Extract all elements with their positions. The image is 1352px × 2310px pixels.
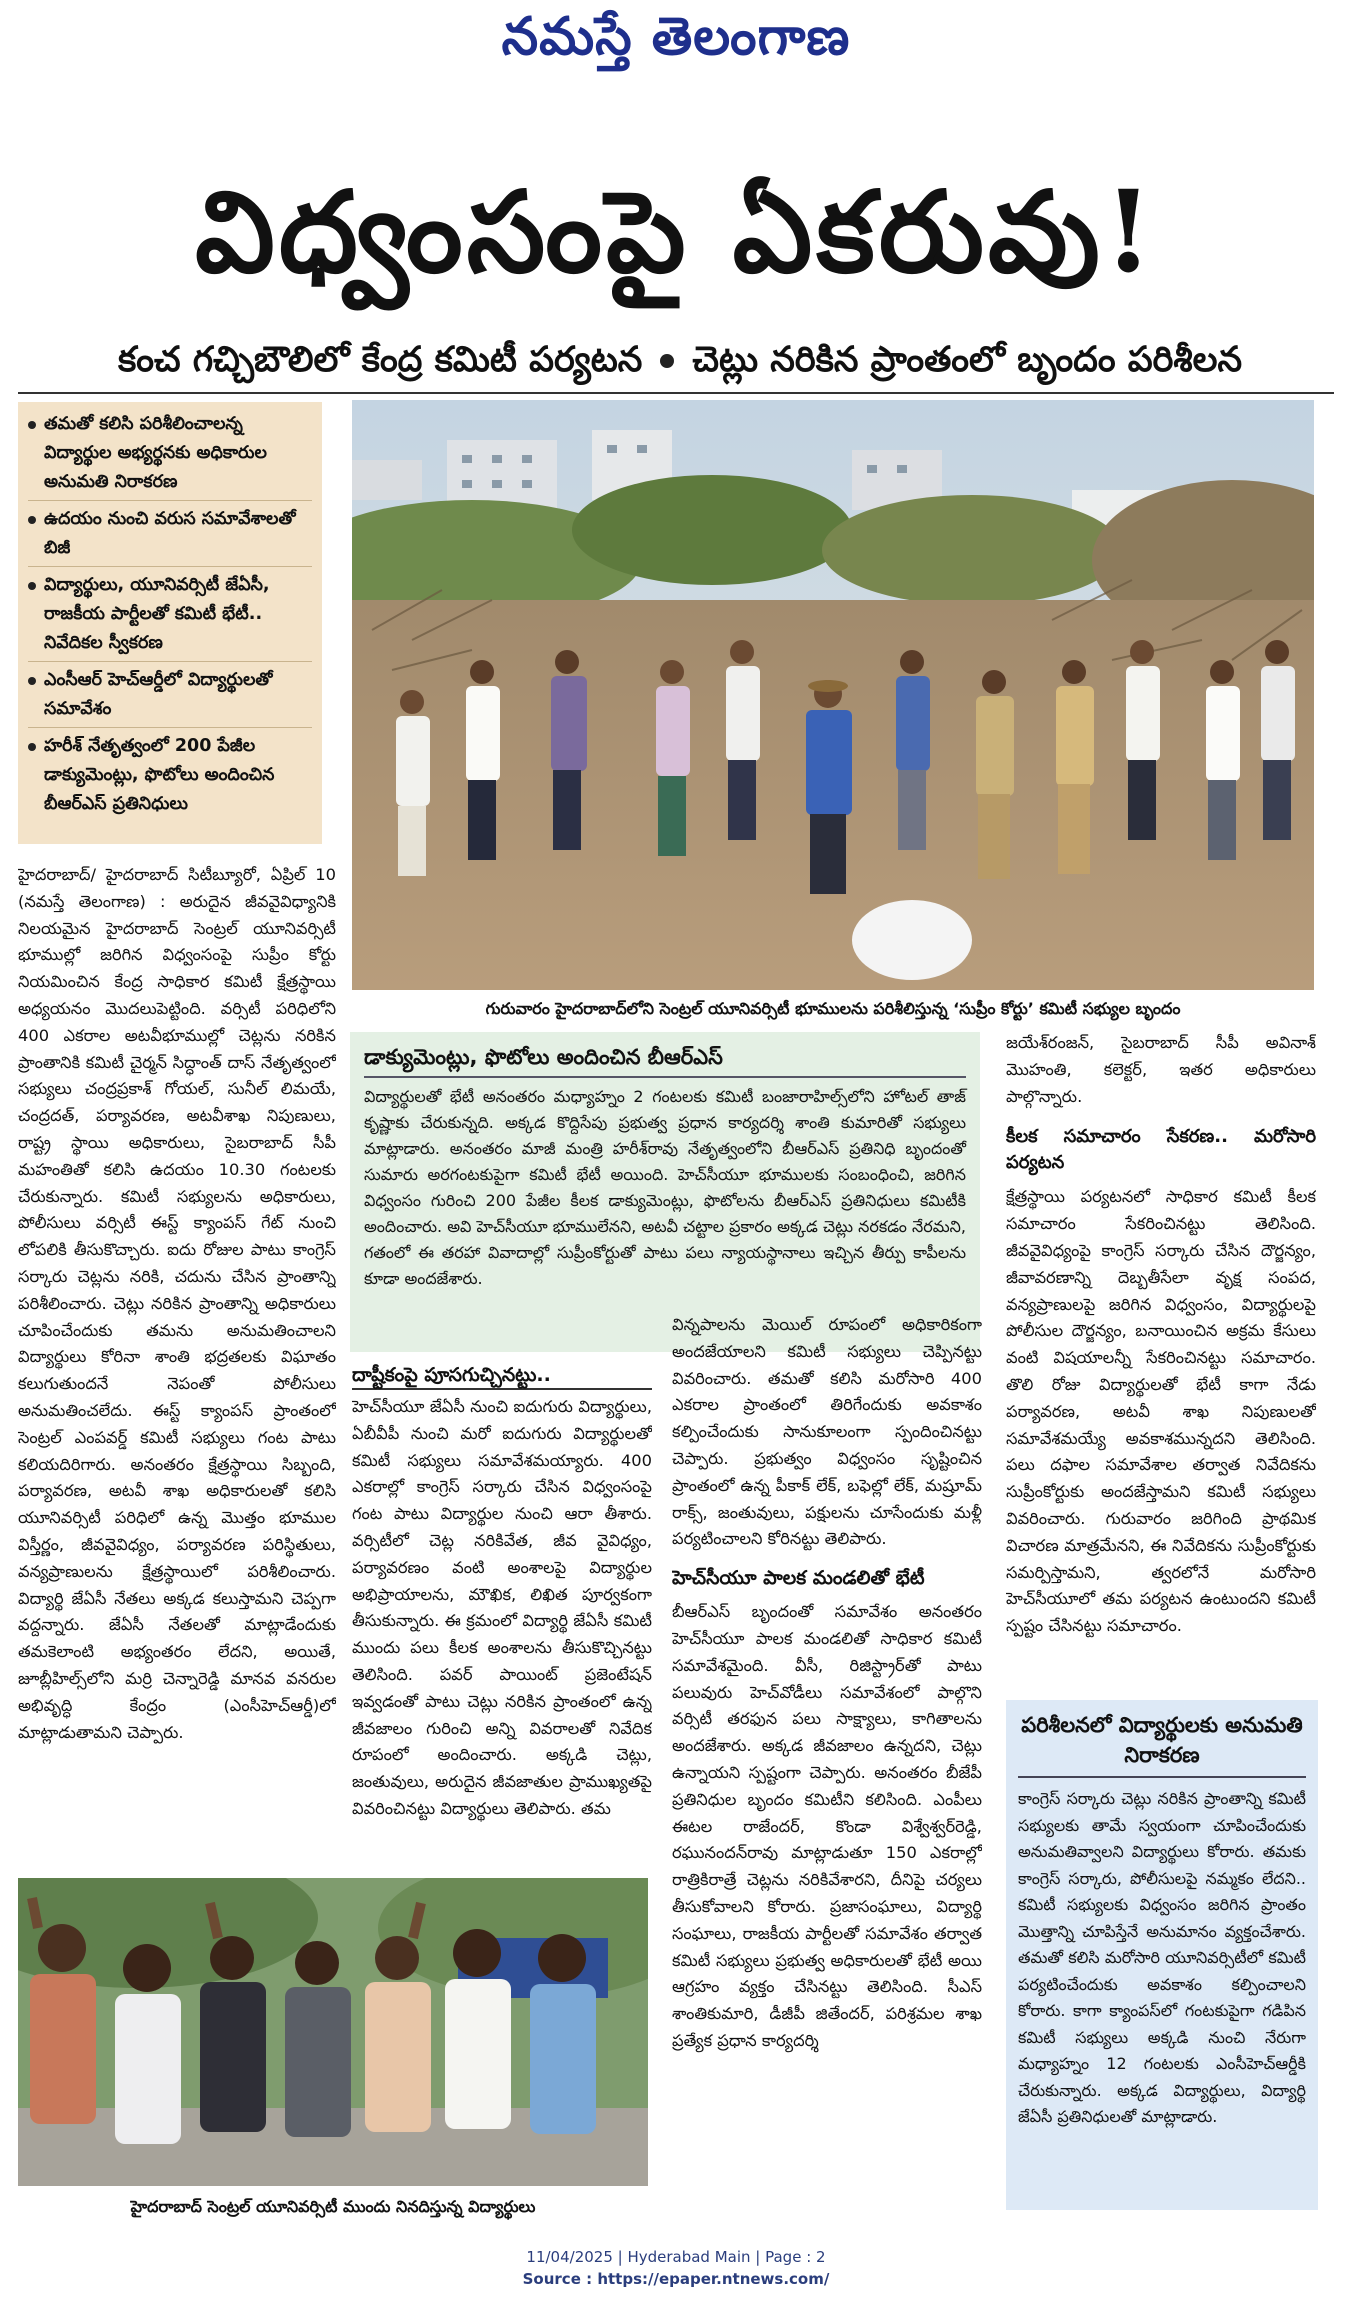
highlight-item: ఎంసీఆర్ హెచ్ఆర్డీలో విద్యార్థులతో సమావేశం xyxy=(28,666,312,728)
box-heading: పరిశీలనలో విద్యార్థులకు అనుమతి నిరాకరణ xyxy=(1018,1710,1306,1778)
protest-photo-illustration xyxy=(18,1878,648,2186)
article-column-4 xyxy=(1006,1030,1316,1690)
photo-caption: గురువారం హైదరాబాద్‌లోని సెంట్రల్ యూనివర్సిటీ భూములను పరిశీలిస్తున్న ‘సుప్రీం కోర్టు’ కమిటీ సభ్యుల బృందం xyxy=(485,999,1181,1018)
highlight-item: విద్యార్థులు, యూనివర్సిటీ జేఏసీ, రాజకీయ పార్టీలతో కమిటీ భేటీ.. నివేదికల స్వీకరణ xyxy=(28,571,312,662)
headline: విధ్వంసంపై ఏకరువు! xyxy=(195,167,1157,298)
article-column-3 xyxy=(672,1312,982,2212)
highlights-box xyxy=(18,402,322,844)
section-heading: హెచ్‌సీయూ పాలక మండలితో భేటీ xyxy=(672,1567,925,1590)
page-info: 11/04/2025 | Hyderabad Main | Page : 2 xyxy=(526,2248,826,2266)
box-text: కాంగ్రెస్ సర్కారు చెట్లు నరికిన ప్రాంతాన్ని కమిటీ సభ్యులకు తామే స్వయంగా చూపించేందుకు అనుమతివ్వాలని విద్యార్థులు కోరారు. తమకు కాంగ్రెస్ సర్కారు, పోలీసులపై నమ్మకం లేదని.. కమిటీ సభ్యులకు విధ్వంసం జరిగిన ప్రాంతం మొత్తాన్ని చూపిస్తేనే అనుమానం వ్యక్తంచేశారు. తమతో కలిసి మరోసారి యూనివర్సిటీలో కమిటీ పర్యటించేందుకు అవకాశం కల్పించాలని కోరారు. కాగా క్యాంపస్‌లో గంటకుపైగా గడిపిన కమిటీ సభ్యులు అక్కడి నుంచి నేరుగా మధ్యాహ్నం 12 గంటలకు ఎంసీహెచ్ఆర్డీకి చేరుకున్నారు. అక్కడ విద్యార్థులు, విద్యార్థి జేఏసీ ప్రతినిధులతో మాట్లాడారు. xyxy=(1018,1789,1306,2126)
article-column-1: హైదరాబాద్/ హైదరాబాద్ సిటీబ్యూరో, ఏప్రిల్ 10 (నమస్తే తెలంగాణ) : అరుదైన జీవవైవిధ్యానికి నిలయమైన హైదరాబాద్ సెంట్రల్ యూనివర్సిటీ భూముల్లో జరిగిన విధ్వంసంపై సుప్రీం కోర్టు నియమించిన కేంద్ర సాధికార కమిటీ క్షేత్రస్థాయి అధ్యయనం మొదలుపెట్టింది. వర్సిటీ పరిధిలోని 400 ఎకరాల అటవీభూముల్లో చెట్లను నరికిన ప్రాంతానికి కమిటీ చైర్మన్ సిద్ధాంత్ దాస్ నేతృత్వంలో సభ్యులు చంద్రప్రకాశ్ గోయల్, సునీల్ లిమయే, చంద్రదత్, పర్యావరణ, అటవీశాఖ నిపుణులు, రాష్ట్ర స్థాయి అధికారులు, సైబరాబాద్ సీపీ మహంతితో కలిసి ఉదయం 10.30 గంటలకు చేరుకున్నారు. కమిటీ సభ్యులను అధికారులు, పోలీసులు వర్సిటీ ఈస్ట్ క్యాంపస్ గేట్ నుంచి లోపలికి తీసుకొచ్చారు. ఐదు రోజుల పాటు కాంగ్రెస్ సర్కారు చెట్లను నరికి, చదును చేసిన ప్రాంతాన్ని పరిశీలించారు. చెట్లు నరికిన ప్రాంతాన్ని అధికారులు చూపించేందుకు తమను అనుమతించాలని విద్యార్థులు కోరినా శాంతి భద్రతలకు విఘాతం కలుగుతుందనే నెపంతో పోలీసులు అనుమతించలేదు. ఈస్ట్ క్యాంపస్ ప్రాంతంలో సెంట్రల్ ఎంపవర్డ్ కమిటీ సభ్యులు గంట పాటు కలియదిరిగారు. అనంతరం క్షేత్రస్థాయి సిబ్బంది, పర్యావరణ, అటవీ శాఖ అధికారులతో కలిసి యూనివర్సిటీ పరిధిలో ఉన్న మొత్తం భూముల విస్తీర్ణం, జీవవైవిధ్యం, పర్యావరణ పరిస్థితులు, వన్యప్రాణులను క్షేత్రస్థాయిలో పరిశీలించారు. విద్యార్థి జేఏసీ నేతలు అక్కడ కలుస్తామని చెప్పగా వద్దన్నారు. జేఏసీ నేతలతో మాట్లాడేందుకు తమకెలాంటి అభ్యంతరం లేదని, అయితే, జూబ్లీహిల్స్‌లోని మర్రి చెన్నారెడ్డి మానవ వనరుల అభివృద్ధి కేంద్రం (ఎంసీహెచ్ఆర్డీ)లో మాట్లాడుతామని చెప్పారు. xyxy=(18,865,336,1742)
source-link[interactable]: Source : https://epaper.ntnews.com/ xyxy=(522,2270,830,2288)
section-heading: దాష్టీకంపై పూసగుచ్చినట్టు.. xyxy=(352,1360,652,1390)
subheadline xyxy=(30,330,1330,390)
highlight-item: తమతో కలిసి పరిశీలించాలన్న విద్యార్థుల అభ్యర్థనకు అధికారుల అనుమతి నిరాకరణ xyxy=(28,410,312,501)
bullet-icon xyxy=(28,516,36,524)
bullet-dot-icon xyxy=(660,354,674,368)
bullet-icon xyxy=(28,582,36,590)
highlight-item: హరీశ్ నేతృత్వంలో 200 పేజీల డాక్యుమెంట్లు, ఫొటోలు అందించిన బీఆర్ఎస్ ప్రతినిధులు xyxy=(28,732,312,822)
students-denied-box xyxy=(1006,1700,1318,2210)
article-column-2: హెచ్‌సీయూ జేఏసీ నుంచి ఐదుగురు విద్యార్థులు, ఏబీవీపీ నుంచి మరో ఐదుగురు విద్యార్థులతో కమిటీ సభ్యులు సమావేశమయ్యారు. 400 ఎకరాల్లో కాంగ్రెస్ సర్కారు చేసిన విధ్వంసంపై గంట పాటు విద్యార్థుల నుంచి ఆరా తీశారు. వర్సిటీలో చెట్ల నరికివేత, జీవ వైవిధ్యం, పర్యావరణం వంటి అంశాలపై విద్యార్థుల అభిప్రాయాలను, మౌఖిక, లిఖిత పూర్వకంగా తీసుకున్నారు. ఈ క్రమంలో విద్యార్థి జేఏసీ కమిటీ ముందు పలు కీలక అంశాలను తీసుకొచ్చినట్టు తెలిసింది. పవర్ పాయింట్ ప్రజెంటేషన్ ఇవ్వడంతో పాటు చెట్లు నరికిన ప్రాంతంలో ఉన్న జీవజాలం గురించి అన్ని వివరాలతో నివేదిక రూపంలో అందించారు. అక్కడి చెట్లు, జంతువులు, అరుదైన జీవజాతుల ప్రాముఖ్యతపై వివరించినట్టు విద్యార్థులు తెలిపారు. తమ xyxy=(352,1397,652,1818)
bullet-icon xyxy=(28,421,36,429)
photo-caption: హైదరాబాద్ సెంట్రల్ యూనివర్సిటీ ముందు నినదిస్తున్న విద్యార్థులు xyxy=(130,2197,536,2216)
brs-documents-box xyxy=(350,1032,980,1352)
section-heading: కీలక సమాచారం సేకరణ.. మరోసారి పర్యటన xyxy=(1006,1126,1316,1174)
box-text: విద్యార్థులతో భేటీ అనంతరం మధ్యాహ్నం 2 గంటలకు కమిటీ బంజారాహిల్స్‌లోని హోటల్ తాజ్ కృష్ణాకు చేరుకున్నది. అక్కడ కొద్దిసేపు ప్రభుత్వ ప్రధాన కార్యదర్శి శాంతి కుమారితో సభ్యులు మాట్లాడారు. అనంతరం మాజీ మంత్రి హరీశ్‌రావు నేతృత్వంలోని బీఆర్ఎస్ ప్రతినిధి బృందంతో సుమారు అరగంటకుపైగా కమిటీ భేటీ అయింది. హెచ్‌సీయూ భూములకు సంబంధించి, జరిగిన విధ్వంసం గురించి 200 పేజీల కీలక డాక్యుమెంట్లు, ఫొటోలను బీఆర్ఎస్ ప్రతినిధులు కమిటీకి అందించారు. అవి హెచ్‌సీయూ భూములేనని, అటవీ చట్టాల ప్రకారం అక్కడ చెట్లు నరకడం నేరమని, గతంలో ఈ తరహా వివాదాల్లో సుప్రీంకోర్టుతో పాటు పలు న్యాయస్థానాలు ఇచ్చిన తీర్పు కాపీలను కూడా అందజేశారు. xyxy=(364,1087,966,1288)
column-4-text-a: జయేశ్‌రంజన్, సైబరాబాద్ సీపీ అవినాశ్ మొహంతి, కలెక్టర్, ఇతర అధికారులు పాల్గొన్నారు. xyxy=(1006,1033,1316,1106)
bullet-icon xyxy=(28,743,36,751)
masthead-logo: నమస్తే తెలంగాణ xyxy=(501,6,851,67)
column-4-text-b: క్షేత్రస్థాయి పర్యటనలో సాధికార కమిటీ కీలక సమాచారం సేకరించినట్టు తెలిసింది. జీవవైవిధ్యంపై కాంగ్రెస్ సర్కారు చేసిన దౌర్జన్యం, జీవావరణాన్ని దెబ్బతీసేలా వృక్ష సంపద, వన్యప్రాణులపై జరిగిన విధ్వంసం, విద్యార్థులపై పోలీసుల దౌర్జన్యం, బనాయించిన అక్రమ కేసులు వంటి విషయాలన్నీ సేకరించినట్టు సమాచారం. తొలి రోజు విద్యార్థులతో భేటీ కాగా నేడు పర్యావరణ, అటవీ శాఖ నిపుణులతో సమావేశమయ్యే అవకాశమున్నదని తెలిసింది. పలు దఫాల సమావేశాల తర్వాత నివేదికను సుప్రీంకోర్టుకు అందజేస్తామని కమిటీ సభ్యులు వివరించారు. గురువారం జరిగింది ప్రాథమిక విచారణ మాత్రమేనని, ఈ నివేదికను సుప్రీంకోర్టుకు సమర్పిస్తామని, త్వరలోనే మరోసారి హెచ్‌సీయూలో తమ పర్యటన ఉంటుందని కమిటీ స్పష్టం చేసినట్టు సమాచారం. xyxy=(1006,1187,1316,1636)
divider xyxy=(18,392,1334,394)
highlight-item: ఉదయం నుంచి వరుస సమావేశాలతో బిజీ xyxy=(28,505,312,567)
subhead-part-1: కంచ గచ్చిబౌలిలో కేంద్ర కమిటీ పర్యటన xyxy=(117,340,643,380)
inspection-photo-illustration xyxy=(352,400,1314,990)
column-3-text-a: విన్నపాలను మెయిల్ రూపంలో అధికారికంగా అందజేయాలని కమిటీ సభ్యులు చెప్పినట్టు వివరించారు. తమతో కలిసి మరోసారి 400 ఎకరాల ప్రాంతంలో తిరిగేందుకు అవకాశం కల్పించేందుకు సానుకూలంగా స్పందించినట్టు చెప్పారు. ప్రభుత్వం విధ్వంసం సృష్టించిన ప్రాంతంలో ఉన్న పీకాక్ లేక్, బఫెల్లో లేక్, మష్రూమ్ రాక్స్, జంతువులు, పక్షులను చూసేందుకు మళ్లీ పర్యటించాలని కోరినట్టు తెలిపారు. xyxy=(672,1315,982,1549)
box-heading: డాక్యుమెంట్లు, ఫొటోలు అందించిన బీఆర్ఎస్ xyxy=(364,1040,966,1078)
column-3-text-b: బీఆర్ఎస్ బృందంతో సమావేశం అనంతరం హెచ్‌సీయూ పాలక మండలితో సాధికార కమిటీ సమావేశమైంది. వీసీ, రిజిస్ట్రార్‌తో పాటు పలువురు హెచ్‌వోడీలు సమావేశంలో పాల్గొని వర్సిటీ తరఫున పలు సాక్ష్యాలు, కాగితాలను అందజేశారు. అక్కడ జీవజాలం ఉన్నదని, చెట్లు ఉన్నాయని స్పష్టంగా చెప్పారు. అనంతరం బీజేపీ ప్రతినిధుల బృందం కమిటీని కలిసింది. ఎంపీలు ఈటల రాజేందర్, కొండా విశ్వేశ్వర్‌రెడ్డి, రఘునందన్‌రావు మాట్లాడుతూ 150 ఎకరాల్లో రాత్రికిరాత్రే చెట్లను నరికివేశారని, దీనిపై చర్యలు తీసుకోవాలని కోరారు. ప్రజాసంఘాలు, విద్యార్థి సంఘాలు, రాజకీయ పార్టీలతో సమావేశం తర్వాత కమిటీ సభ్యులు ప్రభుత్వ అధికారులతో భేటీ అయి ఆగ్రహం వ్యక్తం చేసినట్టు తెలిసింది. సీఎస్ శాంతికుమారి, డీజీపీ జితేందర్, పరిశ్రమల శాఖ ప్రత్యేక ప్రధాన కార్యదర్శి xyxy=(672,1602,982,2050)
bullet-icon xyxy=(28,677,36,685)
subhead-part-2: చెట్లు నరికిన ప్రాంతంలో బృందం పరిశీలన xyxy=(692,340,1243,380)
students-protest-photo xyxy=(18,1878,648,2186)
committee-inspection-photo xyxy=(352,400,1314,990)
